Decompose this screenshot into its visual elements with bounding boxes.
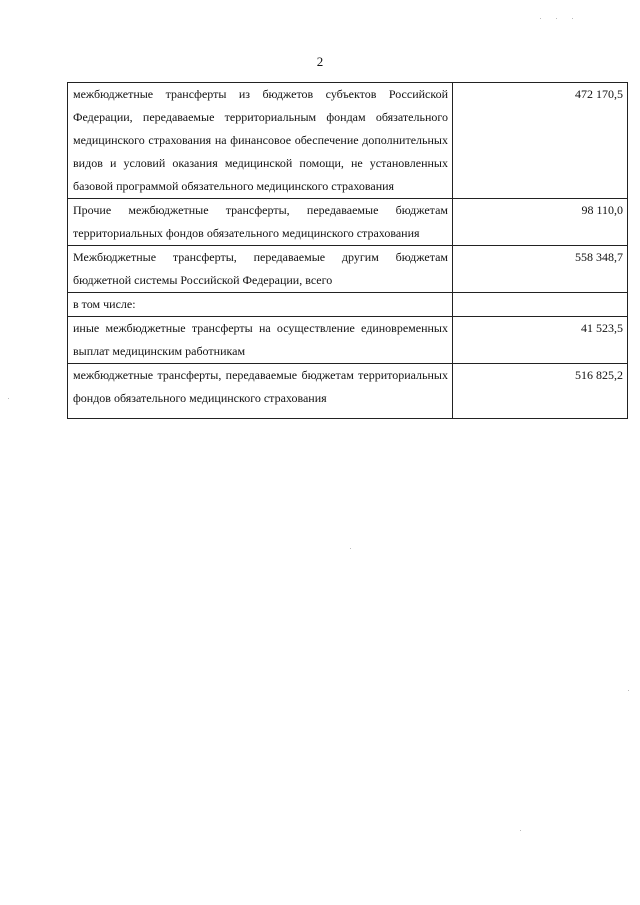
row-description: Прочие межбюджетные трансферты, передаваемые бюджетам территориальных фондов обязательного медицинского страхования (68, 199, 453, 246)
scan-speck (520, 830, 521, 831)
table-row (68, 199, 628, 246)
table-row (68, 364, 628, 419)
scan-speck (556, 18, 557, 19)
row-value: 98 110,0 (453, 199, 628, 246)
row-value: 516 825,2 (453, 364, 628, 419)
budget-table (67, 82, 628, 419)
row-value (453, 293, 628, 317)
scan-speck (8, 398, 9, 399)
row-description: межбюджетные трансферты, передаваемые бюджетам территориальных фондов обязательного медицинского страхования (68, 364, 453, 419)
row-description: межбюджетные трансферты из бюджетов субъектов Российской Федерации, передаваемые территориальным фондам обязательного медицинского страхования на финансовое обеспечение дополнительных видов и условий оказания медицинской помощи, не установленных базовой программой обязательного медицинского страхования (68, 83, 453, 199)
row-description: в том числе: (68, 293, 453, 317)
table-row (68, 317, 628, 364)
table-row (68, 83, 628, 199)
table-row (68, 246, 628, 293)
row-value: 472 170,5 (453, 83, 628, 199)
scan-speck (572, 18, 573, 19)
page-number: 2 (316, 54, 324, 69)
row-value: 41 523,5 (453, 317, 628, 364)
scan-speck (540, 18, 541, 19)
scan-speck (350, 548, 351, 549)
scan-speck (628, 690, 629, 691)
row-description: Межбюджетные трансферты, передаваемые другим бюджетам бюджетной системы Российской Федерации, всего (68, 246, 453, 293)
row-description: иные межбюджетные трансферты на осуществление единовременных выплат медицинским работникам (68, 317, 453, 364)
table-row (68, 293, 628, 317)
row-value: 558 348,7 (453, 246, 628, 293)
